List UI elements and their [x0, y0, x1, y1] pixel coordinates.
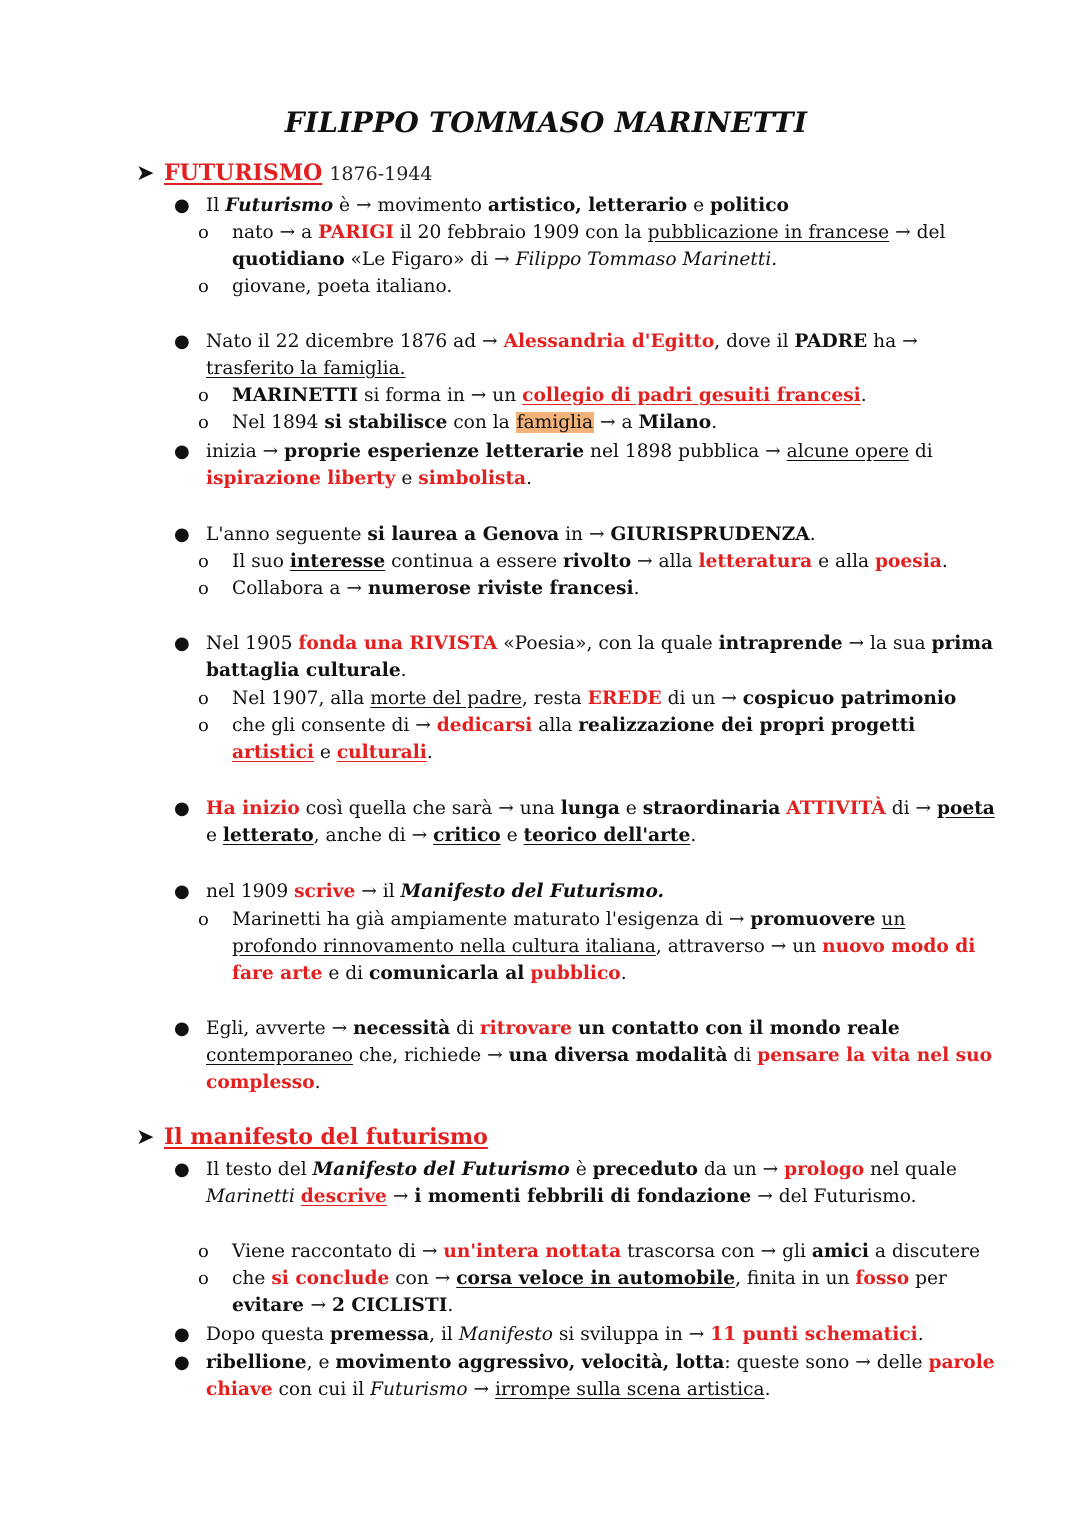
text-line: Nel 1905 fonda una RIVISTA «Poesia», con la quale intraprende → la sua prima	[206, 633, 994, 654]
filled-bullet-icon: ●	[174, 441, 190, 462]
filled-bullet-icon: ●	[174, 524, 190, 545]
hollow-bullet-icon: o	[198, 385, 209, 406]
arrow-icon: →	[915, 798, 932, 819]
hollow-bullet-icon: o	[198, 578, 209, 599]
text-line: nel 1909 scrive → il Manifesto del Futurismo.	[206, 881, 664, 902]
arrowhead-bullet-icon: ➤	[136, 1125, 155, 1150]
text-line: giovane, poeta italiano.	[232, 276, 453, 297]
hollow-bullet-icon: o	[198, 1268, 209, 1289]
arrow-icon: →	[415, 715, 431, 736]
text-line: Egli, avverte → necessità di ritrovare un contatto con il mondo reale	[206, 1018, 900, 1039]
arrowhead-bullet-icon: ➤	[136, 161, 155, 186]
text-line: L'anno seguente si laurea a Genova in → GIURISPRUDENZA.	[206, 524, 816, 545]
arrow-icon: →	[331, 1018, 348, 1039]
arrow-icon: →	[473, 1379, 490, 1400]
arrow-icon: →	[760, 1241, 777, 1262]
arrow-icon: →	[637, 551, 653, 572]
hollow-bullet-icon: o	[198, 276, 209, 297]
arrow-icon: →	[895, 222, 911, 243]
arrow-icon: →	[600, 412, 616, 433]
arrow-icon: →	[361, 881, 377, 902]
text-line: chiave con cui il Futurismo → irrompe sulla scena artistica.	[206, 1379, 771, 1400]
filled-bullet-icon: ●	[174, 633, 190, 654]
filled-bullet-icon: ●	[174, 798, 190, 819]
text-line: artistici e culturali.	[232, 742, 433, 763]
text-line: Marinetti ha già ampiamente maturato l'esigenza di → promuovere un	[232, 909, 906, 930]
hollow-bullet-icon: o	[198, 1241, 209, 1262]
arrow-icon: →	[848, 633, 865, 654]
highlighted-word: famiglia	[516, 412, 594, 433]
text-line: Dopo questa premessa, il Manifesto si sviluppa in → 11 punti schematici.	[206, 1324, 924, 1345]
arrow-icon: →	[902, 331, 918, 352]
hollow-bullet-icon: o	[198, 222, 209, 243]
arrow-icon: →	[762, 1159, 779, 1180]
hollow-bullet-icon: o	[198, 715, 209, 736]
text-line: fare arte e di comunicarla al pubblico.	[232, 963, 627, 984]
text-line: trasferito la famiglia.	[206, 358, 406, 379]
arrow-icon: →	[434, 1268, 451, 1289]
arrow-icon: →	[421, 1241, 438, 1262]
text-line: che si conclude con → corsa veloce in automobile, finita in un fosso per	[232, 1268, 947, 1289]
filled-bullet-icon: ●	[174, 1159, 190, 1180]
arrow-icon: →	[310, 1295, 327, 1316]
text-line: Nato il 22 dicembre 1876 ad → Alessandria d'Egitto, dove il PADRE ha →	[206, 331, 918, 352]
arrow-icon: →	[721, 688, 737, 709]
section-heading-futurismo	[136, 160, 432, 186]
filled-bullet-icon: ●	[174, 1324, 190, 1345]
text-line: battaglia culturale.	[206, 660, 407, 681]
arrow-icon: →	[855, 1352, 871, 1373]
text-line: Marinetti descrive → i momenti febbrili di fondazione → del Futurismo.	[206, 1186, 917, 1207]
arrow-icon: →	[262, 441, 279, 462]
text-line: e letterato, anche di → critico e teorico dell'arte.	[206, 825, 697, 846]
text-line: Nel 1907, alla morte del padre, resta EREDE di un → cospicuo patrimonio	[232, 688, 957, 709]
section-years: 1876-1944	[329, 163, 433, 185]
text-line: contemporaneo che, richiede → una diversa modalità di pensare la vita nel suo	[206, 1045, 992, 1066]
filled-bullet-icon: ●	[174, 195, 190, 216]
arrow-icon: →	[411, 825, 428, 846]
filled-bullet-icon: ●	[174, 1352, 190, 1373]
text-line: MARINETTI si forma in → un collegio di padri gesuiti francesi.	[232, 385, 867, 406]
text-line: evitare → 2 CICLISTI.	[232, 1295, 454, 1316]
arrow-icon: →	[482, 331, 498, 352]
text-line: Ha inizio così quella che sarà → una lunga e straordinaria ATTIVITÀ di → poeta	[206, 798, 995, 819]
arrow-icon: →	[757, 1186, 773, 1207]
arrow-icon: →	[498, 798, 514, 819]
section-title: Il manifesto del futurismo	[164, 1124, 488, 1150]
section-title: FUTURISMO	[164, 160, 323, 186]
text-line: Viene raccontato di → un'intera nottata trascorsa con → gli amici a discutere	[232, 1241, 981, 1262]
arrow-icon: →	[770, 936, 787, 957]
text-line: Collabora a → numerose riviste francesi.	[232, 578, 640, 599]
arrow-icon: →	[588, 524, 605, 545]
text-line: inizia → proprie esperienze letterarie nel 1898 pubblica → alcune opere di	[206, 441, 933, 462]
arrow-icon: →	[494, 249, 510, 270]
text-line: nato → a PARIGI il 20 febbraio 1909 con la pubblicazione in francese → del	[232, 222, 946, 243]
arrow-icon: →	[355, 195, 372, 216]
section-heading-manifesto	[136, 1124, 488, 1150]
filled-bullet-icon: ●	[174, 331, 190, 352]
arrow-icon: →	[346, 578, 362, 599]
text-line: Nel 1894 si stabilisce con la famiglia → a Milano.	[232, 412, 718, 433]
hollow-bullet-icon: o	[198, 688, 209, 709]
arrow-icon: →	[279, 222, 296, 243]
arrow-icon: →	[765, 441, 781, 462]
page-title: FILIPPO TOMMASO MARINETTI	[284, 106, 808, 139]
text-line: quotidiano «Le Figaro» di → Filippo Tommaso Marinetti.	[232, 249, 778, 270]
hollow-bullet-icon: o	[198, 551, 209, 572]
text-line: ispirazione liberty e simbolista.	[206, 468, 533, 489]
arrow-icon: →	[487, 1045, 503, 1066]
arrow-icon: →	[470, 385, 487, 406]
arrow-icon: →	[728, 909, 745, 930]
text-line: ribellione, e movimento aggressivo, velocità, lotta: queste sono → delle parole	[206, 1352, 995, 1373]
text-line: Il suo interesse continua a essere rivolto → alla letteratura e alla poesia.	[232, 551, 948, 572]
arrow-icon: →	[392, 1186, 409, 1207]
hollow-bullet-icon: o	[198, 909, 209, 930]
filled-bullet-icon: ●	[174, 881, 190, 902]
text-line: che gli consente di → dedicarsi alla realizzazione dei propri progetti	[232, 715, 916, 736]
text-line: complesso.	[206, 1072, 321, 1093]
text-line: Il testo del Manifesto del Futurismo è preceduto da un → prologo nel quale	[206, 1159, 957, 1180]
arrow-icon: →	[688, 1324, 705, 1345]
text-line: Il Futurismo è → movimento artistico, letterario e politico	[206, 195, 789, 216]
hollow-bullet-icon: o	[198, 412, 209, 433]
text-line: profondo rinnovamento nella cultura italiana, attraverso → un nuovo modo di	[232, 936, 976, 957]
filled-bullet-icon: ●	[174, 1018, 190, 1039]
